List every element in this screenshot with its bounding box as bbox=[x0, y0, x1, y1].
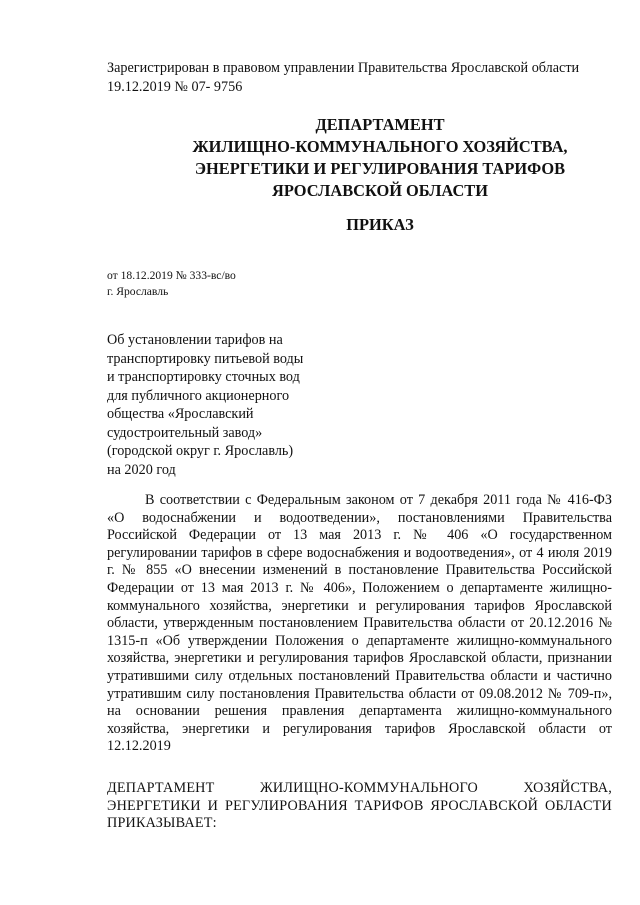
department-line: ЖИЛИЩНО-КОММУНАЛЬНОГО ХОЗЯЙСТВА, bbox=[192, 137, 568, 156]
subject-line: транспортировку питьевой воды bbox=[107, 350, 304, 367]
operative-paragraph: ДЕПАРТАМЕНТ ЖИЛИЩНО-КОММУНАЛЬНОГО ХОЗЯЙСТВА, ЭНЕРГЕТИКИ И РЕГУЛИРОВАНИЯ ТАРИФОВ ЯРОСЛАВСКОЙ ОБЛАСТИ ПРИКАЗЫВАЕТ: bbox=[107, 780, 612, 832]
order-date-number: от 18.12.2019 № 333-вс/во bbox=[107, 269, 236, 282]
department-line: ЯРОСЛАВСКОЙ ОБЛАСТИ bbox=[272, 181, 488, 200]
registration-number: 19.12.2019 № 07- 9756 bbox=[107, 79, 243, 95]
subject-line: для публичного акционерного bbox=[107, 387, 290, 404]
subject-line: на 2020 год bbox=[107, 461, 176, 478]
order-meta bbox=[107, 268, 236, 300]
subject-line: и транспортировку сточных вод bbox=[107, 369, 300, 385]
department-line: ЭНЕРГЕТИКИ И РЕГУЛИРОВАНИЯ ТАРИФОВ bbox=[194, 159, 566, 178]
preamble-paragraph: В соответствии с Федеральным законом от 7 декабря 2011 года № 416-ФЗ «О водоснабжении и водоотведении», постановлениями Правительства Российской Федерации от 13 мая 2013 г. № 406 «О государственном регулировании тарифов в сфере водоснабжения и водоотведения», от 4 июля 2019 г. № 855 «О внесении изменений в постановление Правительства Российской Федерации от 13 мая 2013 г. № 406», Положением о департаменте жилищно-коммунального хозяйства, энергетики и регулирования тарифов Ярославской области, утвержденным постановлением Правительства области от 20.12.2016 № 1315-п «Об утверждении Положения о департаменте жилищно-коммунального хозяйства, энергетики и регулирования тарифов Ярославской области, признании утратившими силу отдельных постановлений Правительства области и частично утратившим силу постановления Правительства области от 09.08.2012 № 709-п», на основании решения правления департамента жилищно-коммунального хозяйства, энергетики и регулирования тарифов Ярославской области от 12.12.2019 bbox=[107, 492, 612, 755]
order-city: г. Ярославль bbox=[107, 285, 169, 298]
registration-note bbox=[107, 59, 627, 97]
subject-line: общества «Ярославский bbox=[107, 406, 254, 422]
registration-line: Зарегистрирован в правовом управлении Правительства Ярославской области bbox=[107, 60, 580, 76]
department-line: ДЕПАРТАМЕНТ bbox=[315, 115, 445, 134]
document-type-title: ПРИКАЗ bbox=[346, 215, 414, 234]
subject-line: Об установлении тарифов на bbox=[107, 332, 283, 348]
order-subject bbox=[107, 331, 337, 479]
subject-line: (городской округ г. Ярославль) bbox=[107, 443, 294, 459]
subject-line: судостроительный завод» bbox=[107, 424, 263, 441]
department-heading bbox=[100, 114, 640, 202]
